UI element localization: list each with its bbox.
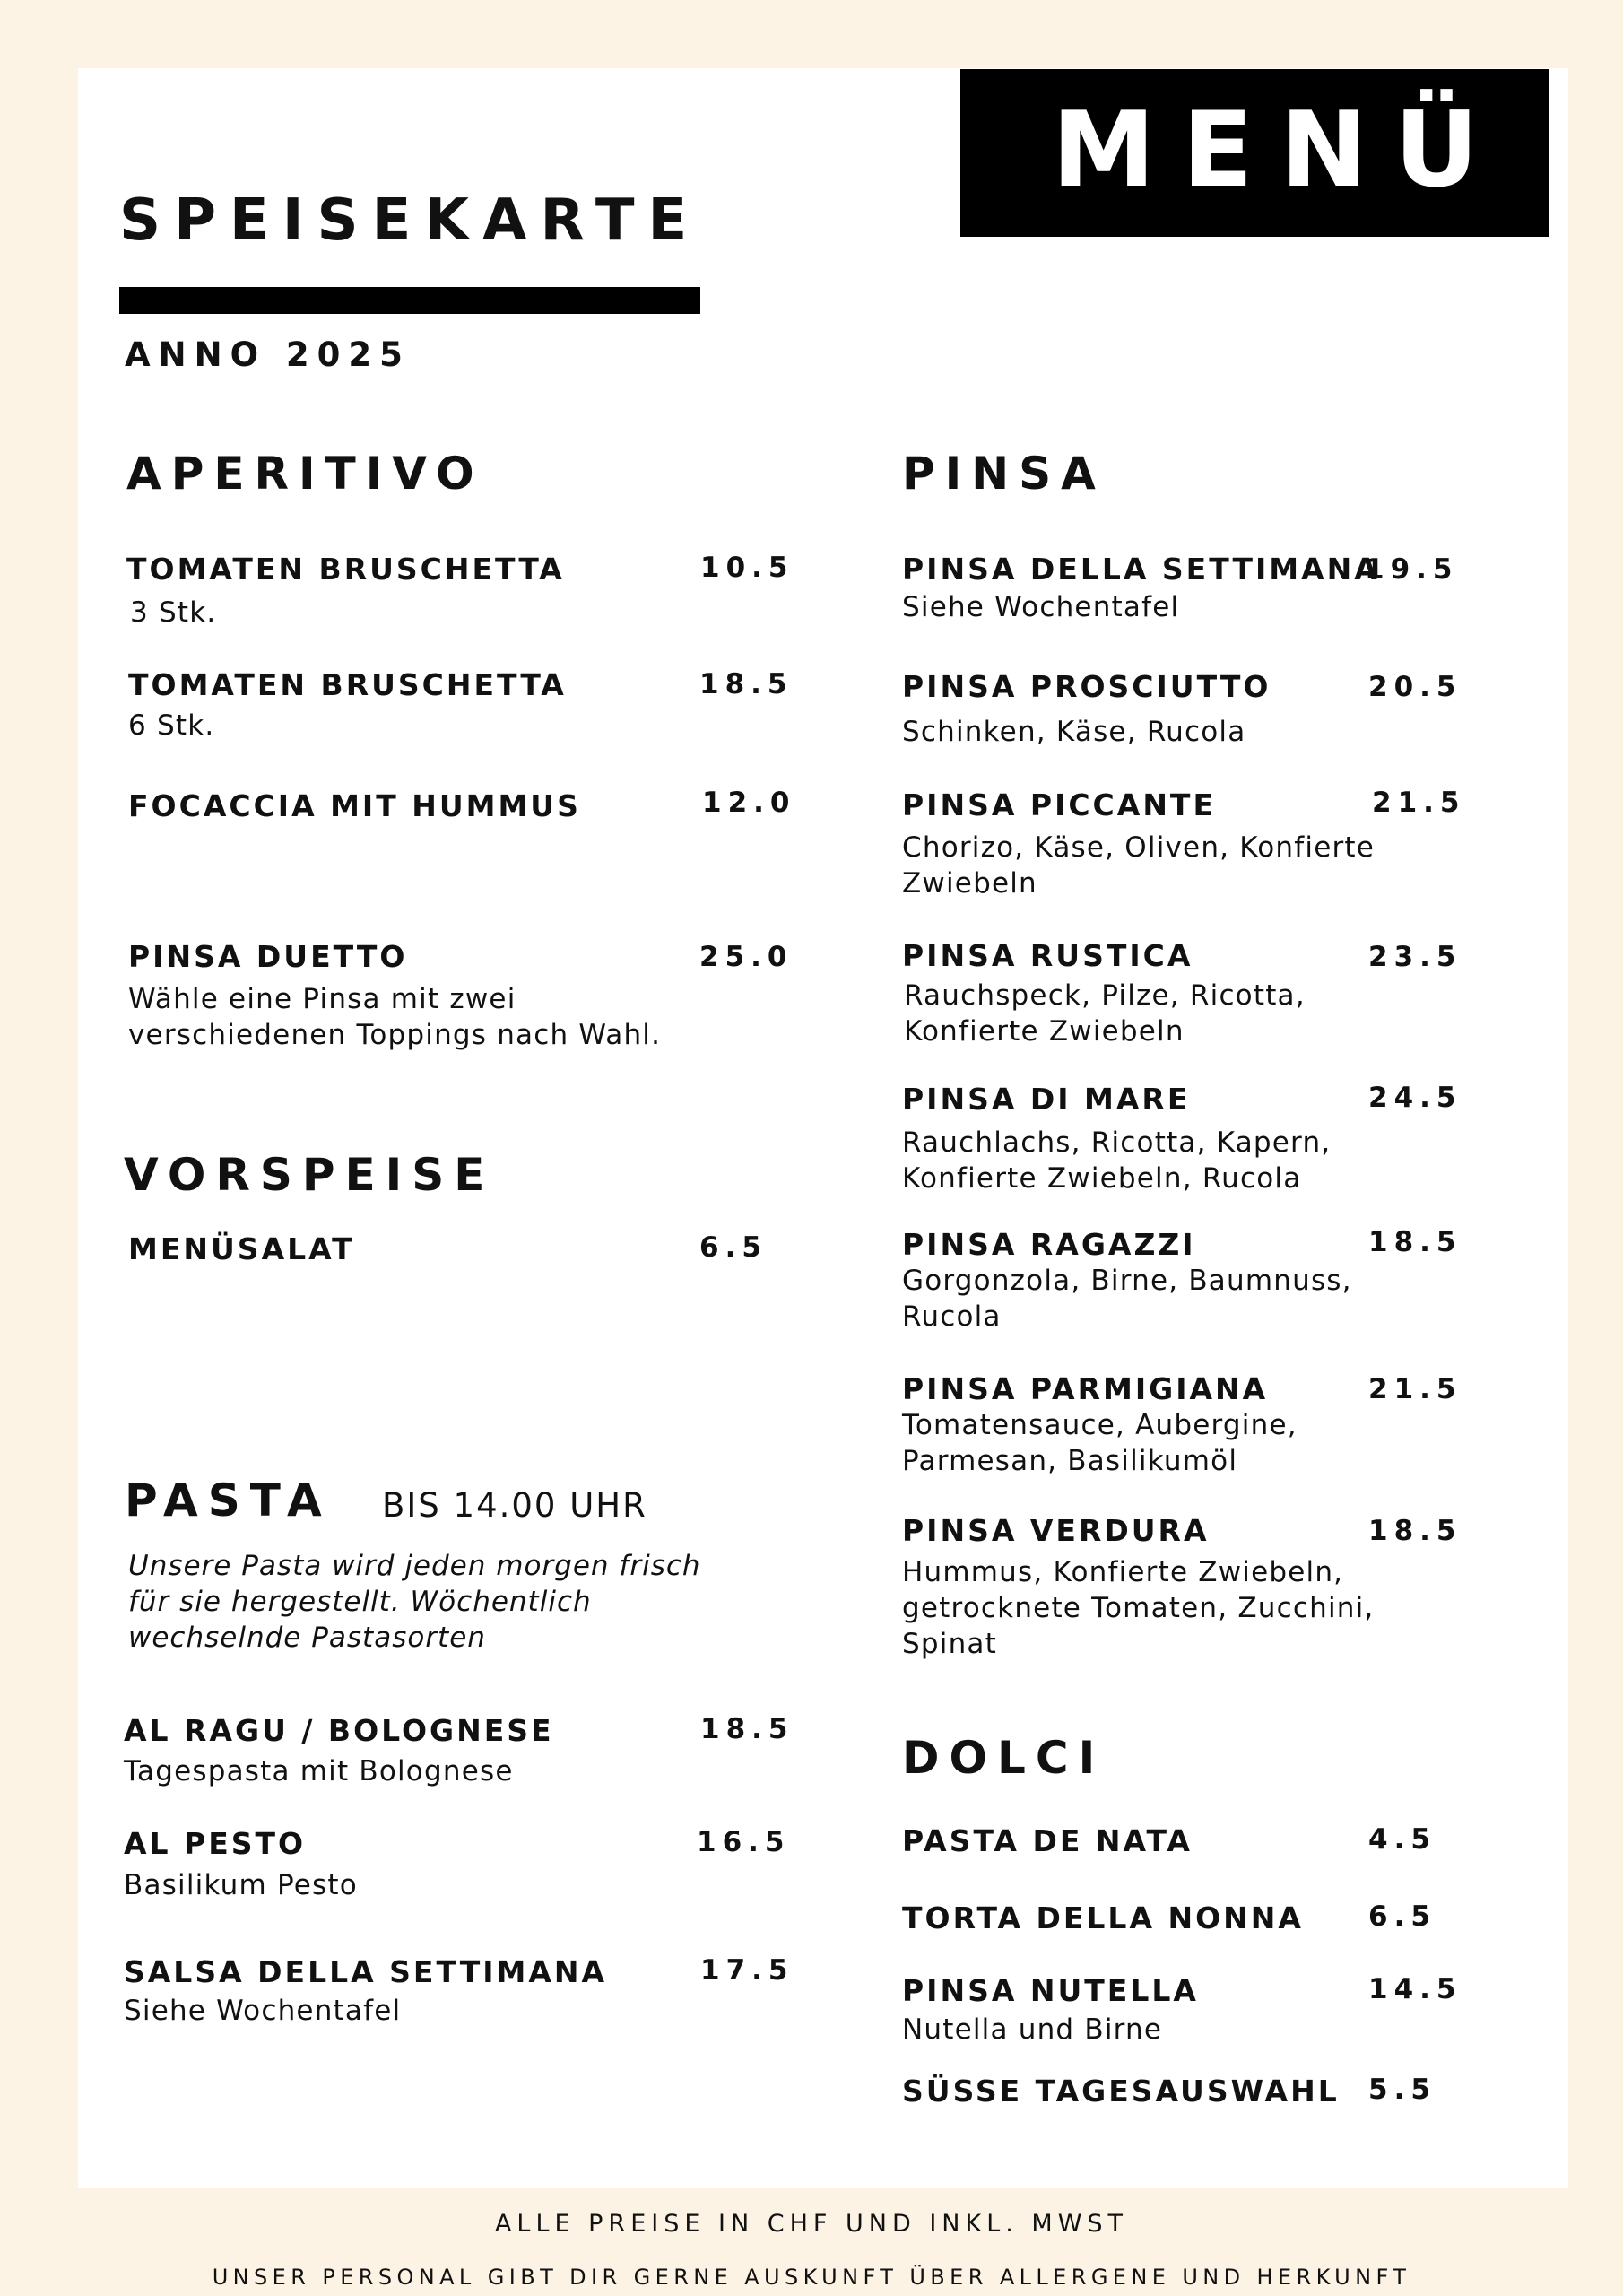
item-description: Siehe Wochentafel <box>902 591 1180 623</box>
item-price: 5.5 <box>1368 2074 1436 2106</box>
item-price: 18.5 <box>1368 1226 1462 1258</box>
item-price: 21.5 <box>1368 1373 1462 1405</box>
item-name: PINSA DELLA SETTIMANA <box>902 552 1380 587</box>
item-description: Gorgonzola, Birne, Baumnuss, <box>902 1265 1352 1297</box>
item-name: AL RAGU / BOLOGNESE <box>124 1713 554 1748</box>
item-name: TOMATEN BRUSCHETTA <box>128 667 567 702</box>
item-name: PINSA PICCANTE <box>902 787 1216 822</box>
item-name: PINSA PROSCIUTTO <box>902 669 1271 704</box>
item-description: Wähle eine Pinsa mit zwei <box>128 983 516 1015</box>
item-price: 14.5 <box>1368 1973 1462 2005</box>
item-price: 4.5 <box>1368 1823 1436 1856</box>
item-price: 18.5 <box>699 668 794 700</box>
section-heading-pinsa: PINSA <box>902 448 1106 500</box>
item-description: Spinat <box>902 1628 997 1660</box>
item-description: verschiedenen Toppings nach Wahl. <box>128 1019 662 1051</box>
item-price: 6.5 <box>699 1231 768 1264</box>
item-name: PASTA DE NATA <box>902 1823 1193 1858</box>
item-description: Rauchlachs, Ricotta, Kapern, <box>902 1126 1332 1159</box>
item-price: 25.0 <box>699 941 794 973</box>
pasta-note: wechselnde Pastasorten <box>128 1622 486 1654</box>
item-price: 23.5 <box>1368 941 1462 973</box>
item-description: 3 Stk. <box>130 596 217 629</box>
section-heading-dolci: DOLCI <box>902 1732 1106 1784</box>
item-price: 19.5 <box>1365 553 1459 586</box>
menu-title: MENÜ <box>1052 90 1506 211</box>
section-heading-vorspeise: VORSPEISE <box>124 1149 495 1201</box>
footer-allergen-note: UNSER PERSONAL GIBT DIR GERNE AUSKUNFT ÜBER ALLERGENE UND HERKUNFT <box>212 2265 1411 2290</box>
item-description: Siehe Wochentafel <box>124 1995 402 2027</box>
item-description: Schinken, Käse, Rucola <box>902 716 1246 748</box>
item-description: Hummus, Konfierte Zwiebeln, <box>902 1556 1344 1588</box>
page-subtitle: ANNO 2025 <box>125 335 411 374</box>
item-name: AL PESTO <box>124 1826 307 1861</box>
item-price: 18.5 <box>700 1713 794 1745</box>
item-description: Konfierte Zwiebeln <box>904 1015 1185 1048</box>
item-name: SÜSSE TAGESAUSWAHL <box>902 2074 1340 2109</box>
item-name: MENÜSALAT <box>128 1231 355 1266</box>
item-description: Rauchspeck, Pilze, Ricotta, <box>904 979 1306 1012</box>
pasta-time-note: BIS 14.00 UHR <box>382 1486 647 1525</box>
item-name: PINSA VERDURA <box>902 1513 1210 1548</box>
item-price: 17.5 <box>700 1954 794 1987</box>
pasta-note: Unsere Pasta wird jeden morgen frisch <box>128 1550 701 1582</box>
item-description: Chorizo, Käse, Oliven, Konfierte <box>902 831 1376 864</box>
item-name: PINSA NUTELLA <box>902 1973 1199 2008</box>
item-name: TOMATEN BRUSCHETTA <box>126 552 565 587</box>
item-name: PINSA RAGAZZI <box>902 1227 1196 1262</box>
item-name: TORTA DELLA NONNA <box>902 1900 1304 1935</box>
item-price: 20.5 <box>1368 671 1462 703</box>
item-price: 16.5 <box>697 1826 791 1858</box>
item-description: Tagespasta mit Bolognese <box>124 1755 514 1787</box>
item-description: getrocknete Tomaten, Zucchini, <box>902 1592 1375 1624</box>
section-heading-pasta: PASTA <box>125 1474 332 1526</box>
item-description: Konfierte Zwiebeln, Rucola <box>902 1162 1302 1195</box>
pasta-note: für sie hergestellt. Wöchentlich <box>128 1586 592 1618</box>
item-description: Parmesan, Basilikumöl <box>902 1445 1238 1477</box>
item-price: 18.5 <box>1368 1515 1462 1547</box>
section-heading-aperitivo: APERITIVO <box>126 448 484 500</box>
page-title: SPEISEKARTE <box>119 187 701 254</box>
item-name: PINSA DUETTO <box>128 939 408 974</box>
item-name: FOCACCIA MIT HUMMUS <box>128 788 581 823</box>
item-price: 21.5 <box>1372 787 1466 819</box>
item-description: Rucola <box>902 1300 1002 1333</box>
item-price: 12.0 <box>702 787 796 819</box>
item-description: Nutella und Birne <box>902 2013 1163 2046</box>
item-price: 10.5 <box>700 552 794 584</box>
item-description: Basilikum Pesto <box>124 1869 358 1901</box>
item-price: 24.5 <box>1368 1082 1462 1114</box>
item-name: PINSA PARMIGIANA <box>902 1371 1269 1406</box>
item-description: Zwiebeln <box>902 867 1037 900</box>
title-rule <box>119 287 700 314</box>
item-name: PINSA RUSTICA <box>902 938 1193 973</box>
footer-prices-note: ALLE PREISE IN CHF UND INKL. MWST <box>494 2210 1129 2238</box>
item-description: 6 Stk. <box>128 709 215 742</box>
item-description: Tomatensauce, Aubergine, <box>902 1409 1298 1441</box>
item-name: PINSA DI MARE <box>902 1082 1191 1117</box>
item-name: SALSA DELLA SETTIMANA <box>124 1954 608 1989</box>
item-price: 6.5 <box>1368 1900 1436 1933</box>
